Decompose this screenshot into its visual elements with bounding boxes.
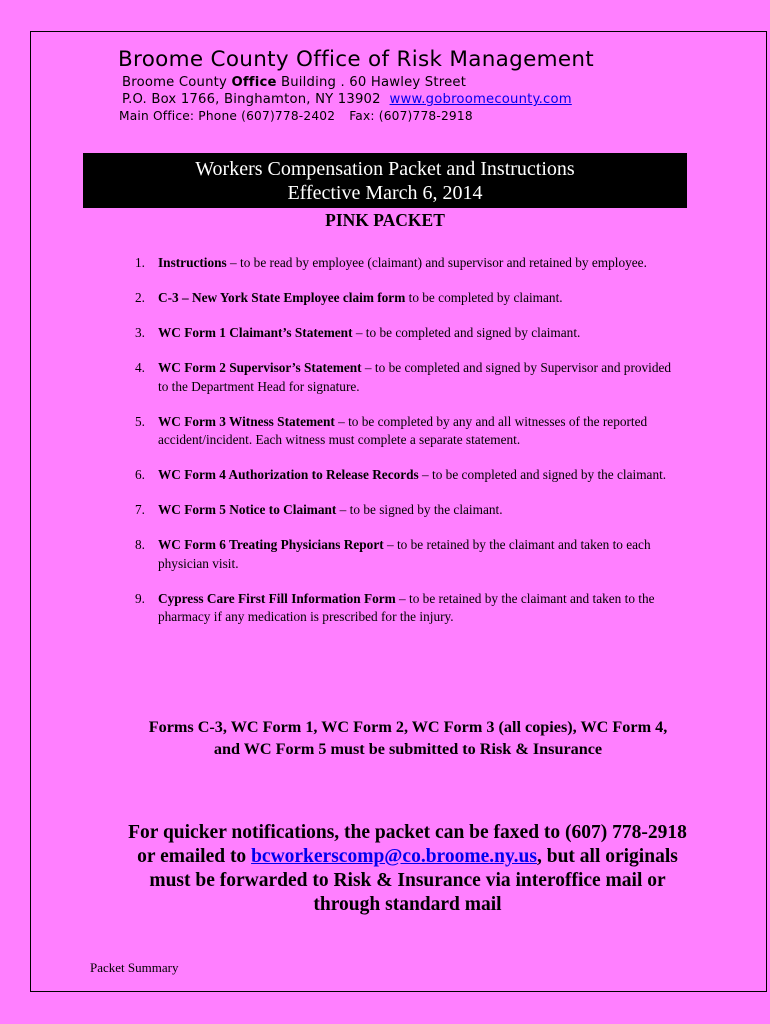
address-line: Broome County Office Building . 60 Hawley Street: [122, 75, 467, 90]
list-item: 1. Instructions – to be read by employee (claimant) and supervisor and retained by employee.: [135, 255, 647, 270]
instructions-list: [133, 254, 681, 643]
email-link[interactable]: bcworkerscomp@co.broome.ny.us: [251, 846, 537, 867]
fax: Fax: (607)778-2918: [349, 109, 473, 123]
list-item: 8. WC Form 6 Treating Physicians Report – to be retained by the claimant and taken to each physician visit.: [135, 537, 651, 571]
contact-line: [118, 108, 718, 125]
list-item: 2. C-3 – New York State Employee claim form to be completed by claimant.: [135, 290, 563, 305]
footer-label: Packet Summary: [90, 960, 179, 975]
org-name: Broome County Office of Risk Management: [118, 47, 595, 72]
list-item: 3. WC Form 1 Claimant’s Statement – to be completed and signed by claimant.: [135, 325, 581, 340]
phone: Main Office: Phone (607)778-2402: [119, 109, 336, 123]
list-item: 7. WC Form 5 Notice to Claimant – to be signed by the claimant.: [135, 502, 503, 517]
packet-title: PINK PACKET: [325, 210, 445, 230]
letterhead: [118, 46, 718, 125]
list-item: 4. WC Form 2 Supervisor’s Statement – to be completed and signed by Supervisor and provided to the Department Head for signature.: [135, 360, 672, 394]
list-item: 5. WC Form 3 Witness Statement – to be completed by any and all witnesses of the reported accident/incident. Each witness must complete a separate statement.: [135, 413, 648, 447]
document-title: [83, 153, 687, 208]
website-link[interactable]: www.gobroomecounty.com: [389, 92, 572, 107]
fax-email-note: For quicker notifications, the packet can be faxed to (607) 778-2918 or emailed to bcworkerscomp@co.broome.ny.us, but all originals must be forwarded to Risk & Insurance via interoffice mail or through standard mail: [128, 822, 687, 915]
pobox-line: [118, 91, 718, 108]
pobox: P.O. Box 1766, Binghamton, NY 13902: [122, 92, 381, 107]
list-item: 9. Cypress Care First Fill Information Form – to be retained by the claimant and taken to the pharmacy if any medication is prescribed for the injury.: [135, 590, 655, 624]
title-line-2: Effective March 6, 2014: [287, 182, 483, 204]
title-line-1: Workers Compensation Packet and Instructions: [195, 158, 575, 180]
forms-submission-note: Forms C-3, WC Form 1, WC Form 2, WC Form 3 (all copies), WC Form 4, and WC Form 5 must be submitted to Risk & Insurance: [148, 718, 668, 758]
list-item: 6. WC Form 4 Authorization to Release Records – to be completed and signed by the claimant.: [135, 467, 667, 482]
